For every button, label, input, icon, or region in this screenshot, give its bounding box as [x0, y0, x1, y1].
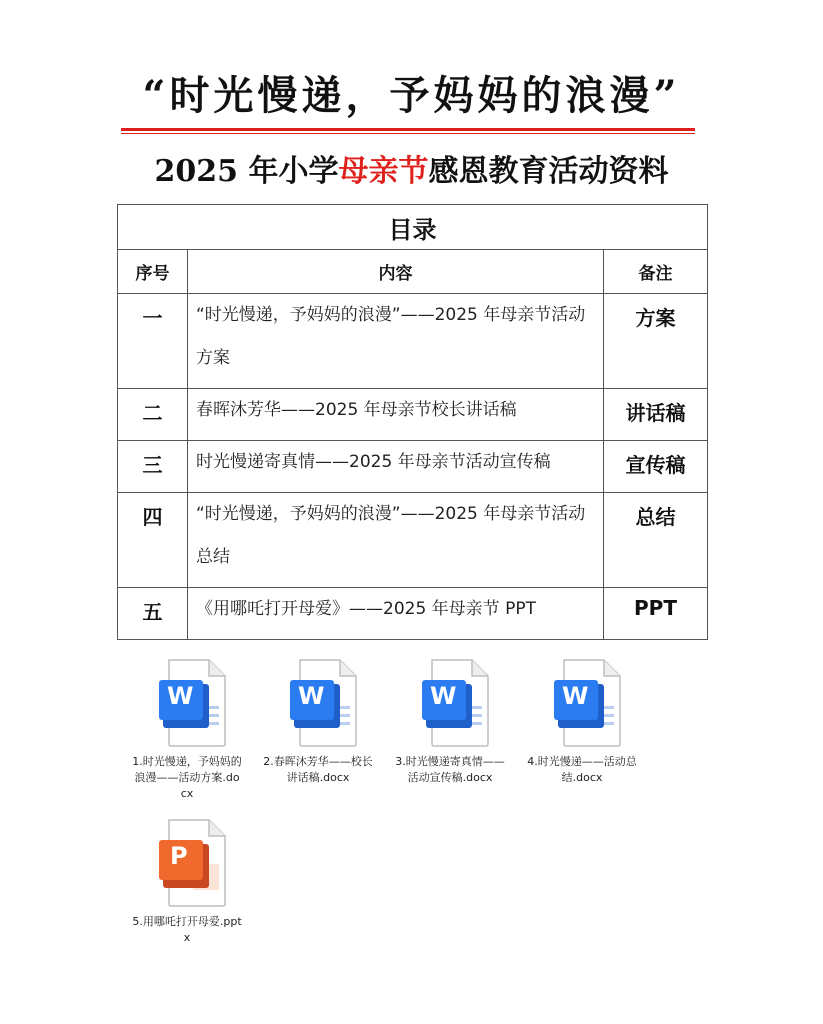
- file-name: 1.时光慢递，予妈妈的浪漫——活动方案.docx: [132, 755, 242, 800]
- title-underline-thin: [121, 133, 695, 134]
- file-type-letter: W: [167, 682, 194, 710]
- powerpoint-file-icon: [147, 818, 227, 908]
- file-name: 4.时光慢递——活动总结.docx: [527, 755, 637, 784]
- file-item-pptx-5[interactable]: [132, 818, 242, 946]
- table-row: [118, 389, 708, 441]
- toc-title: 目录: [118, 205, 708, 250]
- toc-table: [117, 204, 708, 640]
- row-note: 宣传稿: [604, 441, 708, 493]
- document-title: “时光慢递，予妈妈的浪漫”: [142, 72, 681, 119]
- row-note: 总结: [604, 493, 708, 588]
- row-content: 《用哪吒打开母爱》——2025 年母亲节 PPT: [188, 588, 604, 640]
- file-name: 2.春晖沐芳华——校长讲话稿.docx: [263, 755, 373, 784]
- word-file-icon: [542, 658, 622, 748]
- file-type-letter: W: [298, 682, 325, 710]
- file-name: 5.用哪吒打开母爱.pptx: [132, 915, 242, 944]
- table-row: [118, 588, 708, 640]
- subtitle-prefix: 2025 年小学: [154, 154, 339, 189]
- subtitle-suffix: 感恩教育活动资料: [428, 154, 669, 189]
- word-file-icon: [410, 658, 490, 748]
- file-name: 3.时光慢递寄真情——活动宣传稿.docx: [395, 755, 505, 784]
- file-item-docx-3[interactable]: [395, 658, 505, 786]
- file-type-letter: P: [170, 842, 188, 870]
- file-item-docx-1[interactable]: [132, 658, 242, 802]
- row-content: “时光慢递，予妈妈的浪漫”——2025 年母亲节活动总结: [188, 493, 604, 588]
- row-num: 一: [118, 294, 188, 389]
- document-subtitle: [0, 148, 823, 196]
- table-row: [118, 294, 708, 389]
- subtitle-highlight: 母亲节: [338, 154, 429, 189]
- file-item-docx-4[interactable]: [527, 658, 637, 786]
- row-num: 二: [118, 389, 188, 441]
- file-type-letter: W: [562, 682, 589, 710]
- col-header-content: 内容: [188, 250, 604, 294]
- row-num: 五: [118, 588, 188, 640]
- row-num: 三: [118, 441, 188, 493]
- title-underline-thick: [121, 128, 695, 131]
- row-note: 方案: [604, 294, 708, 389]
- col-header-num: 序号: [118, 250, 188, 294]
- row-note: PPT: [604, 588, 708, 640]
- row-content: 时光慢递寄真情——2025 年母亲节活动宣传稿: [188, 441, 604, 493]
- row-content: 春晖沐芳华——2025 年母亲节校长讲话稿: [188, 389, 604, 441]
- row-num: 四: [118, 493, 188, 588]
- word-file-icon: [147, 658, 227, 748]
- file-item-docx-2[interactable]: [263, 658, 373, 786]
- col-header-note: 备注: [604, 250, 708, 294]
- word-file-icon: [278, 658, 358, 748]
- row-content: “时光慢递，予妈妈的浪漫”——2025 年母亲节活动方案: [188, 294, 604, 389]
- table-row: [118, 493, 708, 588]
- table-row: [118, 441, 708, 493]
- file-type-letter: W: [430, 682, 457, 710]
- row-note: 讲话稿: [604, 389, 708, 441]
